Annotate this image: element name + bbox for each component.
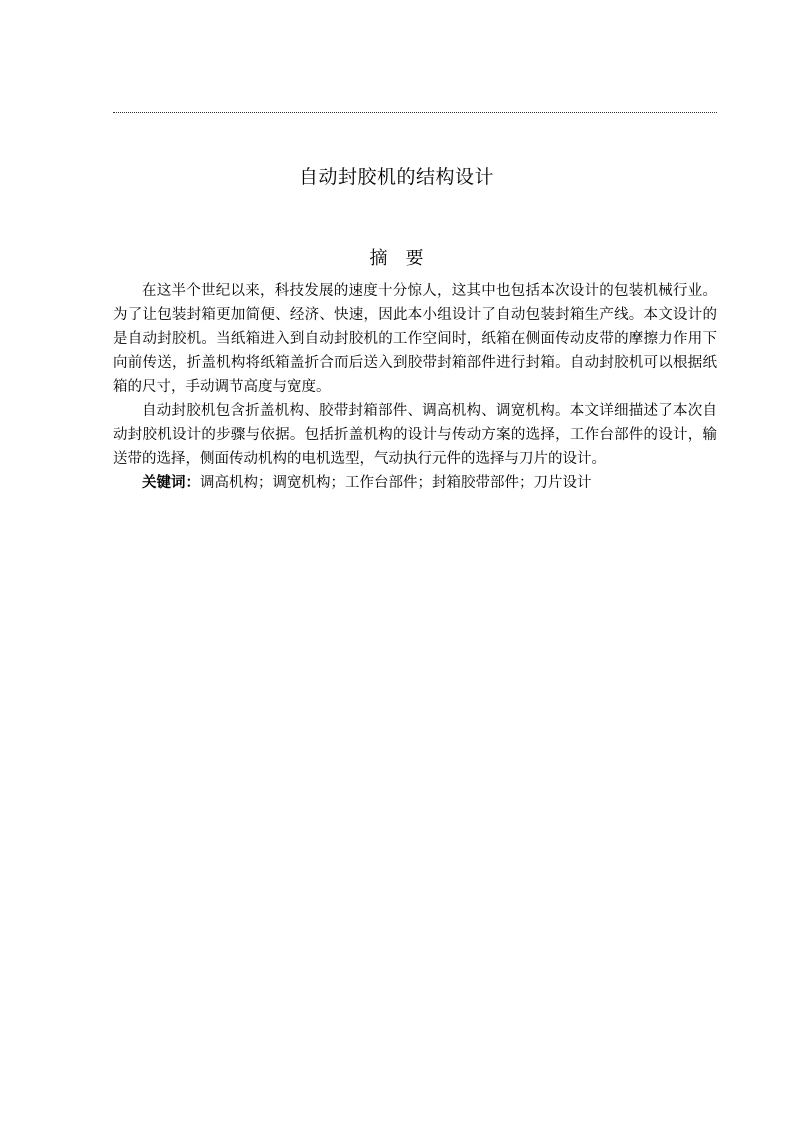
keywords-list: 调高机构；调宽机构；工作台部件；封箱胶带部件；刀片设计 xyxy=(200,475,592,491)
abstract-paragraph-1: 在这半个世纪以来，科技发展的速度十分惊人，这其中也包括本次设计的包装机械行业。为了让包装封箱更加简便、经济、快速，因此本小组设计了自动包装封箱生产线。本文设计的是自动封胶机。当纸箱进入到自动封胶机的工作空间时，纸箱在侧面传动皮带的摩擦力作用下向前传送，折盖机构将纸箱盖折合而后送入到胶带封箱部件进行封箱。自动封胶机可以根据纸箱的尺寸，手动调节高度与宽度。 xyxy=(113,283,717,395)
abstract-paragraph-2: 自动封胶机包含折盖机构、胶带封箱部件、调高机构、调宽机构。本文详细描述了本次自动封胶机设计的步骤与依据。包括折盖机构的设计与传动方案的选择，工作台部件的设计，输送带的选择，侧面传动机构的电机选型，气动执行元件的选择与刀片的设计。 xyxy=(113,403,717,467)
document-title: 自动封胶机的结构设计 xyxy=(298,166,494,188)
abstract-heading: 摘要 xyxy=(369,248,442,269)
keywords-line xyxy=(113,471,717,495)
header-divider xyxy=(113,112,717,113)
keywords-label: 关键词： xyxy=(142,475,200,491)
abstract-body xyxy=(113,279,717,495)
